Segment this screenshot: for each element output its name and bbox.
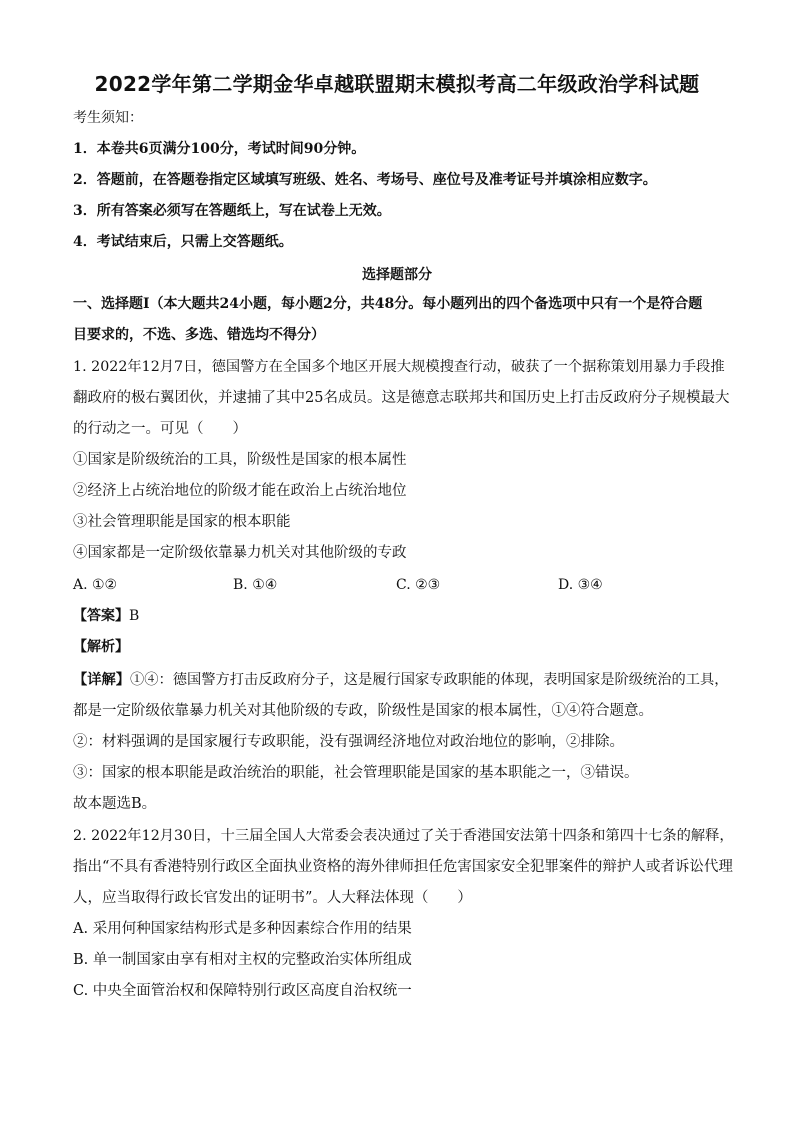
detail-label: 【详解】 bbox=[73, 672, 131, 688]
q1-option-c: C. ②③ bbox=[396, 577, 441, 593]
part-header-line-1: 一、选择题Ⅰ（本大题共24小题，每小题2分，共48分。每小题列出的四个备选项中只有一个是符合题 bbox=[73, 296, 703, 312]
exam-title: 2022学年第二学期金华卓越联盟期末模拟考高二年级政治学科试题 bbox=[94, 72, 700, 96]
q1-detail-line-4: ③：国家的根本职能是政治统治的职能，社会管理职能是国家的基本职能之一，③错误。 bbox=[73, 765, 639, 781]
answer-label: 【答案】 bbox=[73, 608, 129, 624]
q1-option-d: D. ③④ bbox=[558, 577, 603, 593]
notice-item-4: 4．考试结束后，只需上交答题纸。 bbox=[73, 234, 293, 250]
q1-analysis bbox=[73, 637, 129, 657]
q1-detail-line-2: 都是一定阶级依靠暴力机关对其他阶级的专政，阶级性是国家的根本属性，①④符合题意。 bbox=[73, 703, 653, 719]
section-title: 选择题部分 bbox=[362, 267, 432, 283]
q2-option-c: C. 中央全面管治权和保障特别行政区高度自治权统一 bbox=[73, 983, 412, 999]
q1-statement-3: ③社会管理职能是国家的根本职能 bbox=[73, 514, 291, 530]
q1-detail-line-5: 故本题选B。 bbox=[73, 796, 157, 812]
q1-option-b: B. ①④ bbox=[233, 577, 278, 593]
q2-stem-line-3: 人，应当取得行政长官发出的证明书”。人大释法体现（ ） bbox=[73, 890, 472, 906]
analysis-label: 【解析】 bbox=[73, 639, 129, 655]
notice-item-1: 1．本卷共6页满分100分，考试时间90分钟。 bbox=[73, 141, 366, 157]
notice-item-2: 2．答题前，在答题卷指定区域填写班级、姓名、考场号、座位号及准考证号并填涂相应数字。 bbox=[73, 172, 657, 188]
notice-heading: 考生须知： bbox=[73, 110, 143, 126]
q1-detail-line-3: ②：材料强调的是国家履行专政职能，没有强调经济地位对政治地位的影响，②排除。 bbox=[73, 734, 624, 750]
part-header-line-2: 目要求的，不选、多选、错选均不得分） bbox=[73, 327, 325, 343]
q2-option-b: B. 单一制国家由享有相对主权的完整政治实体所组成 bbox=[73, 952, 412, 968]
q1-stem-line-3: 的行动之一。可见（ ） bbox=[73, 421, 247, 437]
q1-stem-line-1: 1. 2022年12月7日，德国警方在全国多个地区开展大规模搜查行动，破获了一个据称策划用暴力手段推 bbox=[73, 359, 725, 375]
q2-stem-line-1: 2. 2022年12月30日，十三届全国人大常委会表决通过了关于香港国安法第十四条和第四十七条的解释， bbox=[73, 828, 734, 844]
detail-text-1: ①④：德国警方打击反政府分子，这是履行国家专政职能的体现，表明国家是阶级统治的工具， bbox=[130, 672, 729, 688]
notice-item-3: 3．所有答案必须写在答题纸上，写在试卷上无效。 bbox=[73, 203, 391, 219]
q1-stem-line-2: 翻政府的极右翼团伙，并逮捕了其中25名成员。这是德意志联邦共和国历史上打击反政府分子规模最大 bbox=[73, 390, 730, 406]
q2-option-a: A. 采用何种国家结构形式是多种因素综合作用的结果 bbox=[73, 921, 412, 937]
answer-value: B bbox=[129, 608, 140, 624]
q1-statement-2: ②经济上占统治地位的阶级才能在政治上占统治地位 bbox=[73, 483, 407, 499]
q1-answer bbox=[73, 606, 139, 626]
q1-statement-4: ④国家都是一定阶级依靠暴力机关对其他阶级的专政 bbox=[73, 545, 407, 561]
q2-stem-line-2: 指出“不具有香港特别行政区全面执业资格的海外律师担任危害国家安全犯罪案件的辩护人或者诉讼代理 bbox=[73, 859, 733, 875]
q1-statement-1: ①国家是阶级统治的工具，阶级性是国家的根本属性 bbox=[73, 452, 407, 468]
q1-option-a: A. ①② bbox=[73, 577, 118, 593]
q1-detail-line-1 bbox=[73, 670, 729, 690]
